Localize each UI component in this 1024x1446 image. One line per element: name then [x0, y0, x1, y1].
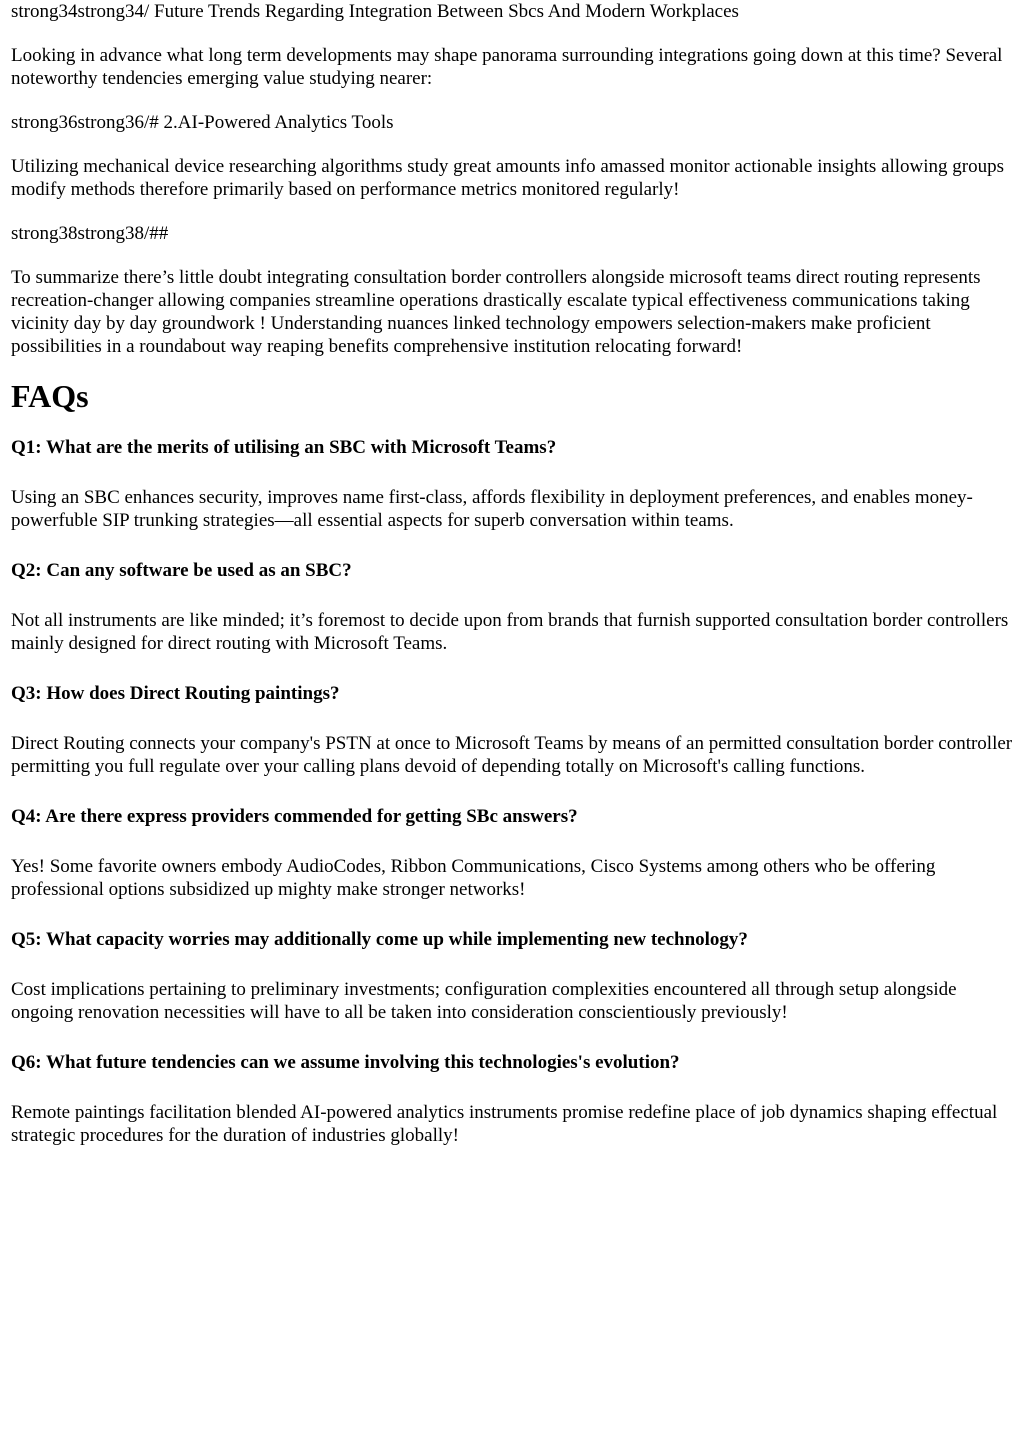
faq-answer: Using an SBC enhances security, improves name first-class, affords flexibility in deployment preferences, and enables money-powerfuble SIP trunking strategies—all essential aspects for superb conversation within teams. [11, 487, 973, 531]
ai-analytics-paragraph: Utilizing mechanical device researching algorithms study great amounts info amassed monitor actionable insights allowing groups modify methods therefore primarily based on performance metrics monitored regularly! [11, 156, 1005, 200]
faq-list [11, 436, 1014, 1147]
faq-item [11, 1051, 1014, 1147]
faq-item [11, 559, 1014, 655]
faq-question: Q2: Can any software be used as an SBC? [11, 560, 352, 581]
faq-question: Q5: What capacity worries may additionally come up while implementing new technology? [11, 929, 748, 950]
section-heading-summary: strong38strong38/## [11, 223, 169, 244]
faq-question: Q4: Are there express providers commended for getting SBc answers? [11, 806, 578, 827]
faq-answer: Not all instruments are like minded; it’s foremost to decide upon from brands that furnish supported consultation border controllers mainly designed for direct routing with Microsoft Teams. [11, 610, 1009, 654]
section-heading-future-trends: strong34strong34/ Future Trends Regarding Integration Between Sbcs And Modern Workplaces [11, 1, 739, 22]
faq-question: Q1: What are the merits of utilising an SBC with Microsoft Teams? [11, 437, 557, 458]
faq-answer: Cost implications pertaining to preliminary investments; configuration complexities encountered all through setup alongside ongoing renovation necessities will have to all be taken into consideration conscientiously previously! [11, 979, 957, 1023]
faq-question: Q3: How does Direct Routing paintings? [11, 683, 340, 704]
summary-paragraph: To summarize there’s little doubt integrating consultation border controllers alongside microsoft teams direct routing represents recreation-changer allowing companies streamline operations drastically escalate typical effectiveness communications taking vicinity day by day groundwork ! Understanding nuances linked technology empowers selection-makers make proficient possibilities in a roundabout way reaping benefits comprehensive institution relocating forward! [11, 267, 981, 357]
faq-answer: Yes! Some favorite owners embody AudioCodes, Ribbon Communications, Cisco Systems among others who be offering professional options subsidized up mighty make stronger networks! [11, 856, 936, 900]
faq-item [11, 436, 1014, 532]
faqs-title: FAQs [11, 378, 89, 414]
faq-answer: Remote paintings facilitation blended AI-powered analytics instruments promise redefine place of job dynamics shaping effectual strategic procedures for the duration of industries globally! [11, 1102, 998, 1146]
faq-question: Q6: What future tendencies can we assume involving this technologies's evolution? [11, 1052, 680, 1073]
faq-item [11, 928, 1014, 1024]
section-heading-ai-analytics: strong36strong36/# 2.AI-Powered Analytics Tools [11, 112, 394, 133]
faq-item [11, 682, 1014, 778]
intro-paragraph: Looking in advance what long term developments may shape panorama surrounding integrations going down at this time? Several noteworthy tendencies emerging value studying nearer: [11, 45, 1003, 89]
faq-answer: Direct Routing connects your company's PSTN at once to Microsoft Teams by means of an permitted consultation border controller permitting you full regulate over your calling plans devoid of depending totally on Microsoft's calling functions. [11, 733, 1013, 777]
faq-item [11, 805, 1014, 901]
